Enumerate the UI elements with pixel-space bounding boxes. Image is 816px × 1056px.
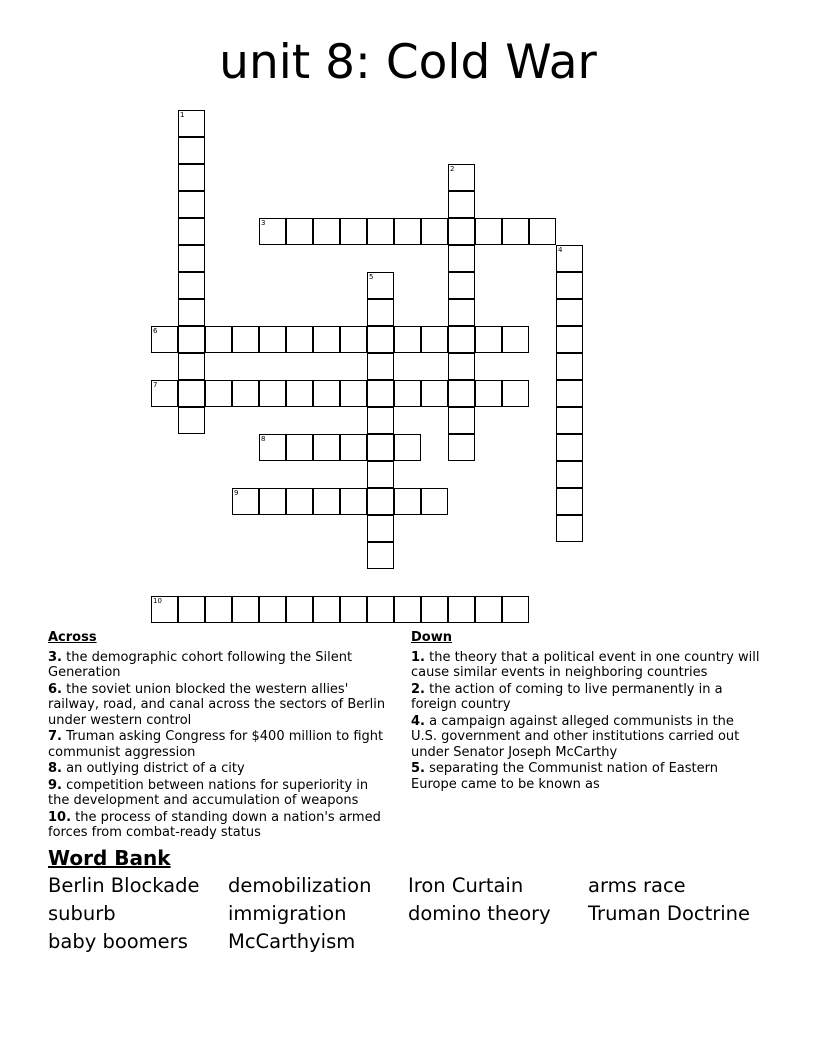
grid-cell[interactable] xyxy=(259,218,286,245)
grid-cell[interactable] xyxy=(232,596,259,623)
grid-cell[interactable] xyxy=(286,326,313,353)
grid-cell[interactable] xyxy=(259,596,286,623)
grid-cell[interactable] xyxy=(448,380,475,407)
grid-cell[interactable] xyxy=(178,110,205,137)
grid-cell[interactable] xyxy=(367,461,394,488)
grid-cell[interactable] xyxy=(394,218,421,245)
grid-cell[interactable] xyxy=(448,191,475,218)
grid-cell[interactable] xyxy=(556,245,583,272)
grid-cell[interactable] xyxy=(556,380,583,407)
grid-cell[interactable] xyxy=(529,218,556,245)
grid-cell[interactable] xyxy=(367,299,394,326)
grid-cell[interactable] xyxy=(367,407,394,434)
clue-item-text: the process of standing down a nation's armed forces from combat-ready status xyxy=(48,809,381,840)
grid-cell[interactable] xyxy=(556,407,583,434)
grid-cell[interactable] xyxy=(340,434,367,461)
grid-cell[interactable] xyxy=(178,353,205,380)
grid-cell[interactable] xyxy=(178,596,205,623)
grid-cell[interactable] xyxy=(448,326,475,353)
grid-cell[interactable] xyxy=(178,245,205,272)
grid-cell[interactable] xyxy=(340,326,367,353)
clue-item-text: separating the Communist nation of Eastern Europe came to be known as xyxy=(411,761,718,792)
grid-cell[interactable] xyxy=(367,515,394,542)
grid-cell[interactable] xyxy=(421,218,448,245)
clue-number: 2 xyxy=(450,165,455,173)
down-clues xyxy=(411,630,761,793)
grid-cell[interactable] xyxy=(313,326,340,353)
grid-cell[interactable] xyxy=(259,380,286,407)
grid-cell[interactable] xyxy=(151,380,178,407)
clue-item-number: 5. xyxy=(411,761,425,776)
word-bank-item: Truman Doctrine xyxy=(588,902,751,925)
grid-cell[interactable] xyxy=(151,596,178,623)
grid-cell[interactable] xyxy=(286,596,313,623)
grid-cell[interactable] xyxy=(367,434,394,461)
word-bank-item: suburb xyxy=(48,902,116,925)
grid-cell[interactable] xyxy=(340,218,367,245)
clue-item xyxy=(411,714,761,761)
clue-item xyxy=(48,729,393,760)
grid-cell[interactable] xyxy=(259,326,286,353)
grid-cell[interactable] xyxy=(178,380,205,407)
word-bank-title: Word Bank xyxy=(48,846,171,870)
grid-cell[interactable] xyxy=(556,434,583,461)
grid-cell[interactable] xyxy=(367,488,394,515)
grid-cell[interactable] xyxy=(259,488,286,515)
grid-cell[interactable] xyxy=(448,299,475,326)
grid-cell[interactable] xyxy=(448,272,475,299)
clue-item-number: 1. xyxy=(411,649,425,665)
grid-cell[interactable] xyxy=(313,434,340,461)
clue-item-number: 7. xyxy=(48,729,62,744)
grid-cell[interactable] xyxy=(178,218,205,245)
clue-number: 7 xyxy=(153,381,158,389)
word-bank-item: Iron Curtain xyxy=(408,874,524,897)
grid-cell[interactable] xyxy=(313,380,340,407)
grid-cell[interactable] xyxy=(340,488,367,515)
grid-cell[interactable] xyxy=(205,596,232,623)
grid-cell[interactable] xyxy=(502,218,529,245)
word-bank-item: demobilization xyxy=(228,874,372,897)
grid-cell[interactable] xyxy=(178,407,205,434)
grid-cell[interactable] xyxy=(178,137,205,164)
clue-number: 6 xyxy=(153,327,158,335)
grid-cell[interactable] xyxy=(232,488,259,515)
grid-cell[interactable] xyxy=(178,272,205,299)
grid-cell[interactable] xyxy=(448,407,475,434)
grid-cell[interactable] xyxy=(475,218,502,245)
grid-cell[interactable] xyxy=(367,218,394,245)
grid-cell[interactable] xyxy=(205,380,232,407)
grid-cell[interactable] xyxy=(421,488,448,515)
clue-number: 4 xyxy=(558,246,563,254)
clue-item-number: 10. xyxy=(48,809,72,825)
grid-cell[interactable] xyxy=(394,596,421,623)
word-bank-item: McCarthyism xyxy=(228,930,356,953)
grid-cell[interactable] xyxy=(556,272,583,299)
grid-cell[interactable] xyxy=(556,353,583,380)
clue-item-number: 2. xyxy=(411,681,425,697)
grid-cell[interactable] xyxy=(340,380,367,407)
clue-item-text: the action of coming to live permanently in a foreign country xyxy=(411,681,723,712)
clue-item-number: 9. xyxy=(48,777,62,793)
grid-cell[interactable] xyxy=(232,380,259,407)
clue-item-text: an outlying district of a city xyxy=(61,761,245,776)
puzzle-title: unit 8: Cold War xyxy=(219,35,597,90)
clue-item-text: competition between nations for superiority in the development and accumulation of weapons xyxy=(48,777,369,808)
clue-item-text: the demographic cohort following the Silent Generation xyxy=(48,649,353,680)
clue-item-text: the soviet union blocked the western allies' railway, road, and canal across the sectors of Berlin under western control xyxy=(48,681,386,728)
clue-number: 8 xyxy=(261,435,266,443)
grid-cell[interactable] xyxy=(367,380,394,407)
grid-cell[interactable] xyxy=(502,596,529,623)
clue-item-text: a campaign against alleged communists in the U.S. government and other institutions carried out under Senator Joseph McCarthy xyxy=(411,713,740,760)
grid-cell[interactable] xyxy=(502,326,529,353)
grid-cell[interactable] xyxy=(313,488,340,515)
clue-number: 3 xyxy=(261,219,266,227)
grid-cell[interactable] xyxy=(556,461,583,488)
across-heading: Across xyxy=(48,630,97,645)
clue-item xyxy=(48,761,393,777)
grid-cell[interactable] xyxy=(394,434,421,461)
clue-item-text: Truman asking Congress for $400 million to fight communist aggression xyxy=(48,729,384,760)
clue-item xyxy=(48,778,393,809)
clue-item-text: the theory that a political event in one country will cause similar events in neighboring countries xyxy=(411,649,760,680)
grid-cell[interactable] xyxy=(367,272,394,299)
grid-cell[interactable] xyxy=(394,488,421,515)
word-bank-item: baby boomers xyxy=(48,930,188,953)
grid-cell[interactable] xyxy=(286,434,313,461)
clue-item-number: 8. xyxy=(48,761,62,776)
grid-cell[interactable] xyxy=(502,380,529,407)
grid-cell[interactable] xyxy=(556,515,583,542)
grid-cell[interactable] xyxy=(394,380,421,407)
clue-item xyxy=(48,810,393,841)
grid-cell[interactable] xyxy=(340,596,367,623)
clue-number: 1 xyxy=(180,111,185,119)
grid-cell[interactable] xyxy=(367,353,394,380)
grid-cell[interactable] xyxy=(178,164,205,191)
clue-number: 10 xyxy=(153,597,162,605)
grid-cell[interactable] xyxy=(178,191,205,218)
clue-item xyxy=(48,650,393,681)
grid-cell[interactable] xyxy=(394,326,421,353)
word-bank-item: immigration xyxy=(228,902,347,925)
grid-cell[interactable] xyxy=(259,434,286,461)
grid-cell[interactable] xyxy=(286,380,313,407)
grid-cell[interactable] xyxy=(286,218,313,245)
grid-cell[interactable] xyxy=(421,326,448,353)
clue-item xyxy=(48,682,393,729)
clue-item xyxy=(411,761,761,792)
grid-cell[interactable] xyxy=(205,326,232,353)
clue-number: 5 xyxy=(369,273,374,281)
clue-item xyxy=(411,650,761,681)
grid-cell[interactable] xyxy=(556,488,583,515)
grid-cell[interactable] xyxy=(448,218,475,245)
grid-cell[interactable] xyxy=(448,164,475,191)
clue-item-number: 3. xyxy=(48,649,62,665)
across-clues xyxy=(48,630,393,842)
grid-cell[interactable] xyxy=(178,326,205,353)
grid-cell[interactable] xyxy=(232,326,259,353)
grid-cell[interactable] xyxy=(286,488,313,515)
grid-cell[interactable] xyxy=(421,596,448,623)
grid-cell[interactable] xyxy=(475,380,502,407)
word-bank-item: arms race xyxy=(588,874,686,897)
grid-cell[interactable] xyxy=(178,299,205,326)
grid-cell[interactable] xyxy=(151,326,178,353)
grid-cell[interactable] xyxy=(313,596,340,623)
grid-cell[interactable] xyxy=(448,434,475,461)
clue-number: 9 xyxy=(234,489,239,497)
clue-item-number: 4. xyxy=(411,713,425,729)
grid-cell[interactable] xyxy=(475,596,502,623)
clue-item xyxy=(411,682,761,713)
grid-cell[interactable] xyxy=(367,596,394,623)
grid-cell[interactable] xyxy=(556,326,583,353)
grid-cell[interactable] xyxy=(448,353,475,380)
grid-cell[interactable] xyxy=(313,218,340,245)
grid-cell[interactable] xyxy=(367,326,394,353)
grid-cell[interactable] xyxy=(421,380,448,407)
grid-cell[interactable] xyxy=(367,542,394,569)
clue-item-number: 6. xyxy=(48,681,62,697)
grid-cell[interactable] xyxy=(448,596,475,623)
down-heading: Down xyxy=(411,630,452,645)
grid-cell[interactable] xyxy=(556,299,583,326)
word-bank-item: domino theory xyxy=(408,902,551,925)
grid-cell[interactable] xyxy=(448,245,475,272)
word-bank-item: Berlin Blockade xyxy=(48,874,200,897)
grid-cell[interactable] xyxy=(475,326,502,353)
